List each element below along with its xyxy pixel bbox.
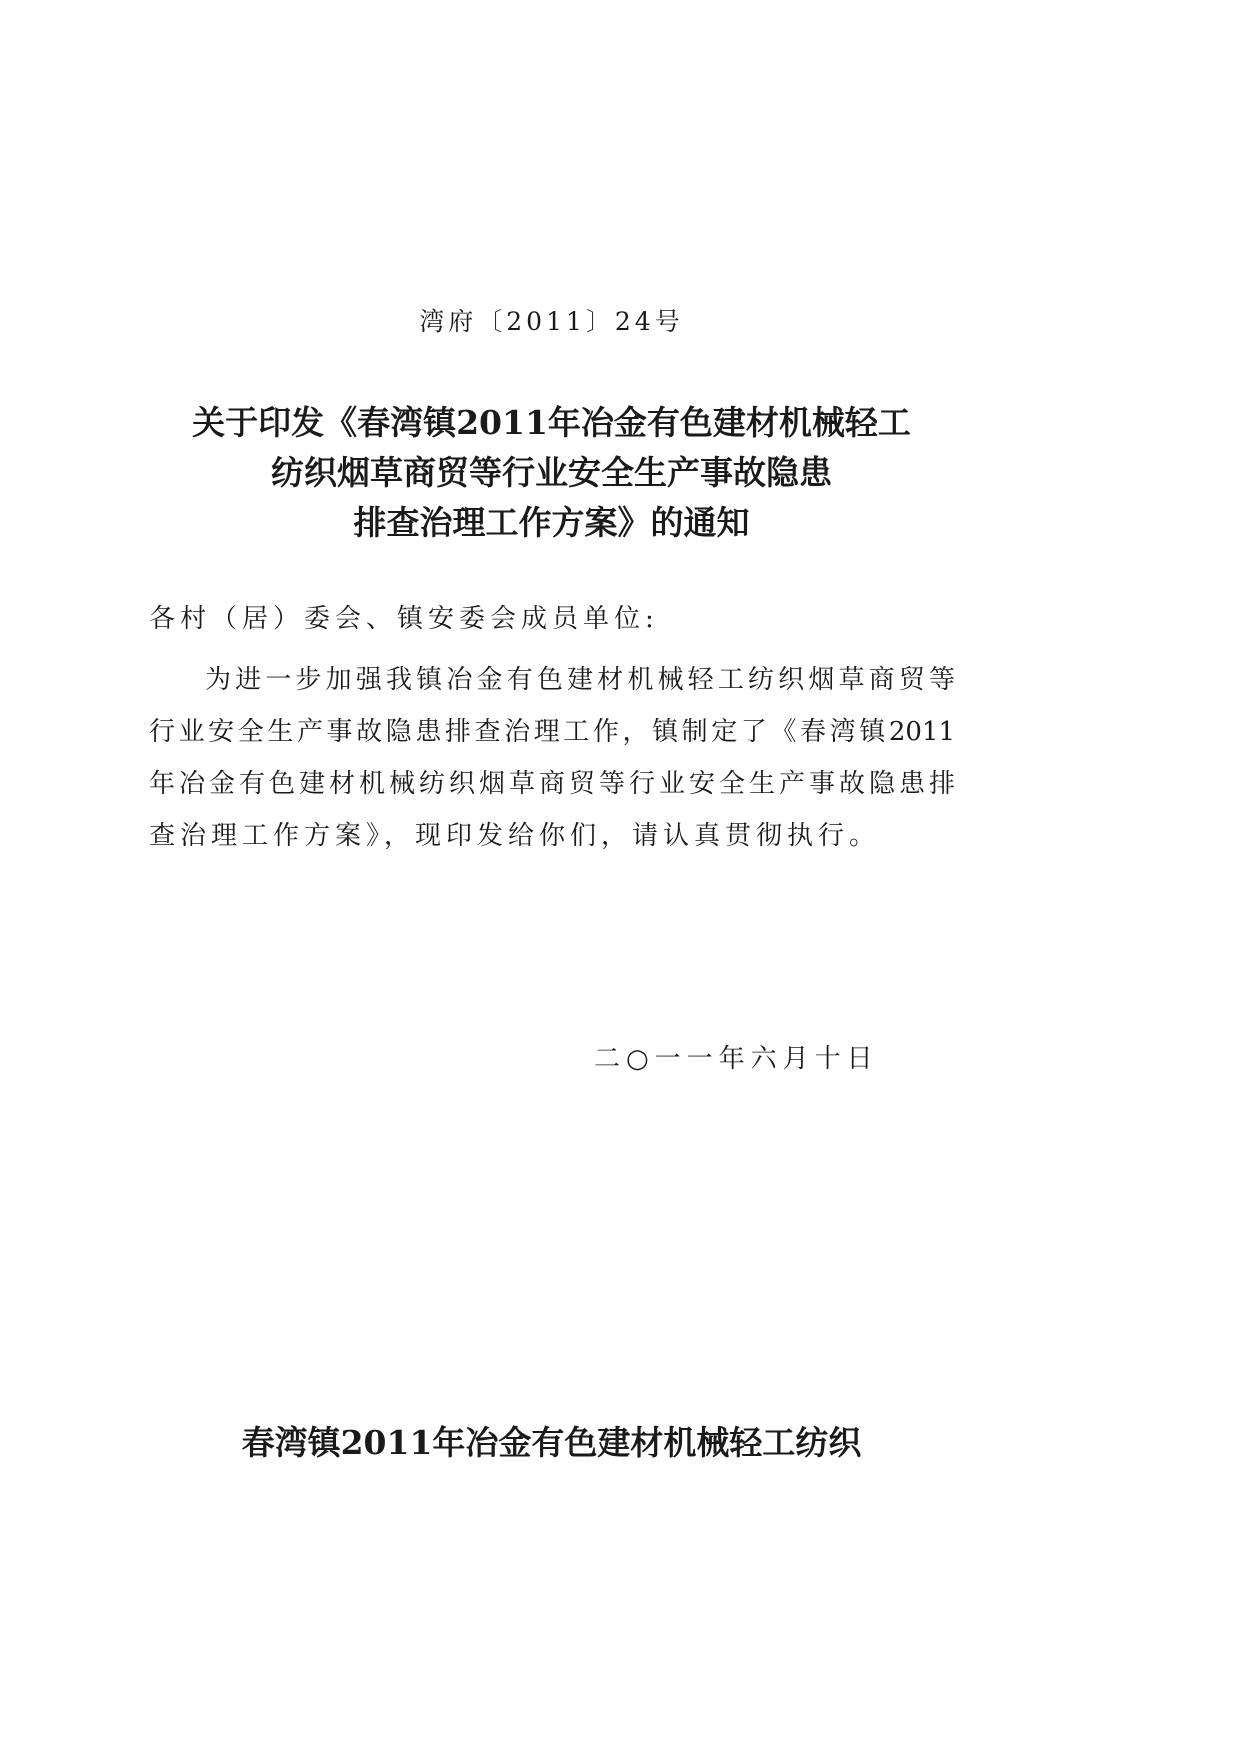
title-line: 排查治理工作方案》的通知 <box>353 503 750 542</box>
body-line: 行业安全生产事故隐患排查治理工作，镇制定了《春湾镇2011 <box>149 717 955 747</box>
body-line: 年冶金有色建材机械纺织烟草商贸等行业安全生产事故隐患排 <box>149 769 955 799</box>
document-title <box>0 398 1103 548</box>
title-line: 纺织烟草商贸等行业安全生产事故隐患 <box>271 453 832 492</box>
body-line: 查治理工作方案》，现印发给你们，请认真贯彻执行。 <box>149 821 881 851</box>
issue-date: 二○一一年六月十日 <box>594 1044 879 1074</box>
title-line: 关于印发《春湾镇2011年冶金有色建材机械轻工 <box>192 403 911 442</box>
body-paragraph <box>149 654 955 862</box>
document-number: 湾府〔2011〕24号 <box>419 307 684 336</box>
body-line: 为进一步加强我镇冶金有色建材机械轻工纺织烟草商贸等 <box>205 665 955 695</box>
addressee: 各村（居）委会、镇安委会成员单位: <box>149 604 659 634</box>
attachment-heading: 春湾镇2011年冶金有色建材机械轻工纺织 <box>241 1423 862 1462</box>
